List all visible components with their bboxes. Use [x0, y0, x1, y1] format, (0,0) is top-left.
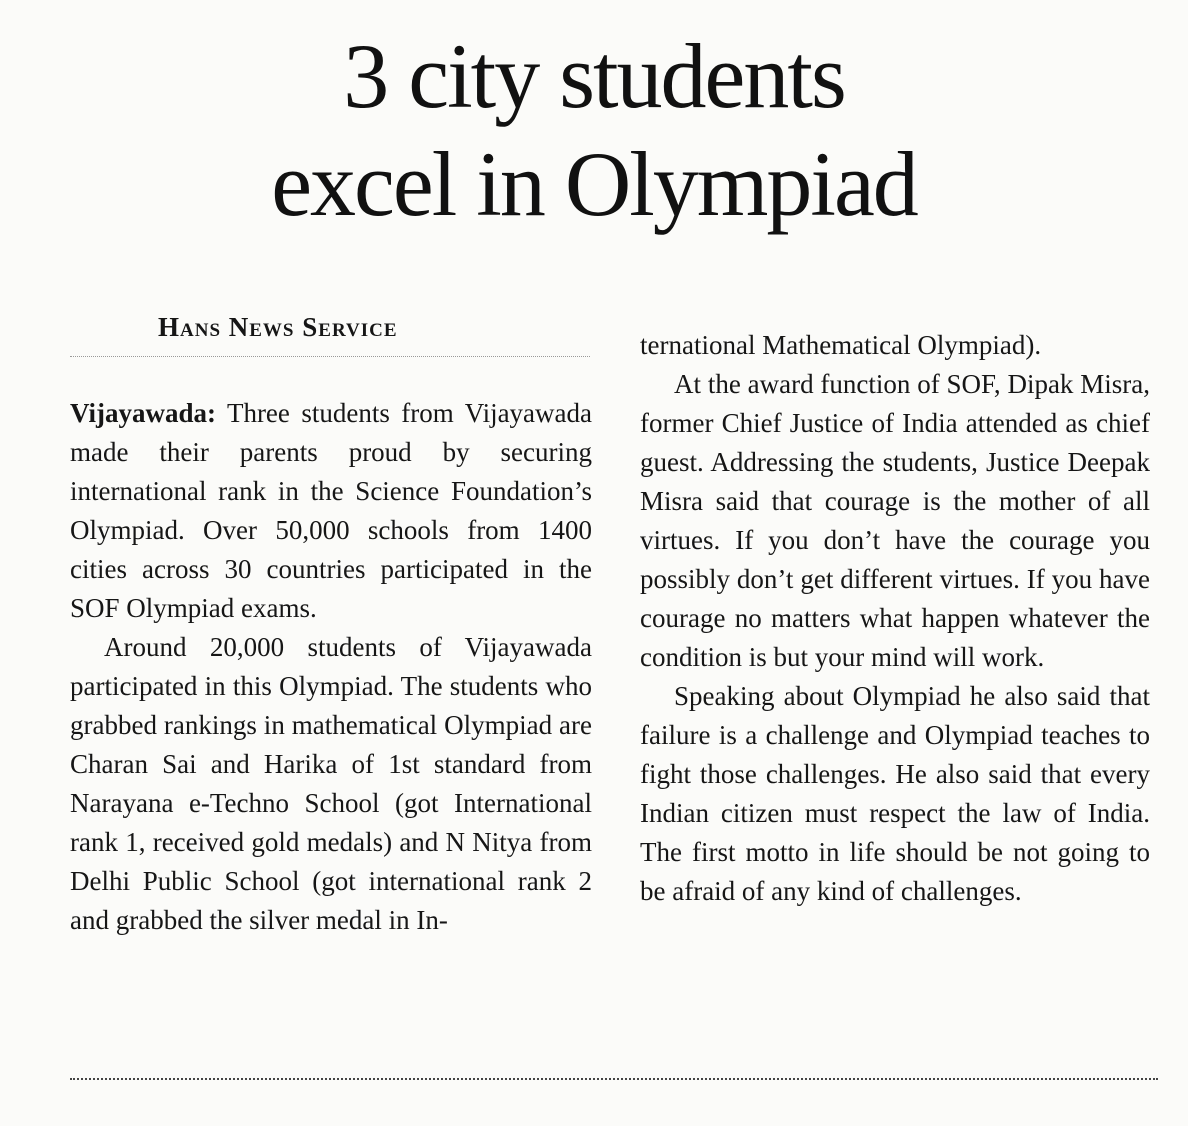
- column-2-paragraph-continued: ternational Mathematical Olympiad).: [640, 330, 1042, 360]
- dateline: Vijayawada:: [70, 398, 216, 428]
- column-2-paragraph-1: At the award function of SOF, Dipak Misra, former Chief Justice of India attended as chief guest. Addressing the students, Justice Deepak Misra said that courage is the mother of all virtues. If you don’t have the courage you possibly don’t get different virtues. If you have courage no matters what happen whatever the condition is but your mind will work.: [640, 369, 1150, 672]
- article-column-1: [70, 394, 592, 940]
- column-2-paragraph-2: Speaking about Olympiad he also said that failure is a challenge and Olympiad teaches to fight those challenges. He also said that every Indian citizen must respect the law of India. The first motto in life should be not going to be afraid of any kind of challenges.: [640, 681, 1150, 906]
- article-column-2: [640, 326, 1150, 911]
- headline-line-1: 3 city students: [343, 25, 845, 127]
- column-1-paragraph-1-text: Three students from Vijayawada made their parents proud by securing international rank in the Science Foundation’s Olympiad. Over 50,000 schools from 1400 cities across 30 countries participated in the SOF Olympiad exams.: [70, 398, 593, 623]
- headline: [0, 0, 1188, 238]
- headline-line-2: excel in Olympiad: [271, 133, 917, 235]
- bottom-divider: [70, 1078, 1158, 1080]
- column-1-paragraph-1: [70, 394, 592, 628]
- next-article-headline-fragment: [90, 1108, 1090, 1126]
- byline: Hans News Service: [158, 312, 398, 342]
- column-1-paragraph-2: Around 20,000 students of Vijayawada participated in this Olympiad. The students who grabbed rankings in mathematical Olympiad are Charan Sai and Harika of 1st standard from Narayana e-Techno School (got International rank 1, received gold medals) and N Nitya from Delhi Public School (got international rank 2 and grabbed the silver medal in In-: [70, 632, 592, 935]
- byline-divider: [70, 356, 590, 357]
